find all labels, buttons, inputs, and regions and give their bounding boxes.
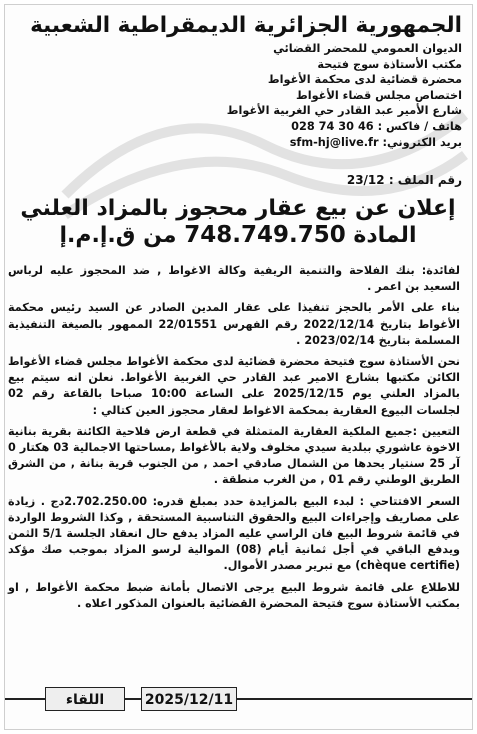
file-number: 23/12 — [346, 173, 385, 187]
paragraph-beneficiary: لفائدة: بنك الفلاحة والتنمية الريفية وكالة الاغواط , ضد المحجوز عليه لرباس السعيد بن اعمر . — [8, 264, 460, 294]
republic-heading: الجمهورية الجزائرية الديمقراطية الشعبية — [30, 13, 462, 38]
law-reference: من ق.إ.م.إ — [59, 223, 177, 248]
notice-title: إعلان عن بيع عقار محجوز بالمزاد العلني — [20, 196, 456, 221]
office-line: مكتب الأستاذة سوج فتيحة — [317, 57, 462, 71]
legal-article-line — [18, 222, 458, 249]
paragraph-opening-price: السعر الافتتاحي : لبدء البيع بالمزايدة حدد بمبلغ قدره: 2.702.250.00دج . زيادة على مصاريف وإجراءات البيع والحقوق التناسبية المستحقة , وكذا الشروط الواردة في قائمة شروط البيع فان الراسي عليه المزاد يدفع حال انعقاد الجلسة 5/1 الثمن ويدفع الباقي في أجل ثمانية أيام (08) الموالية لرسو المزاد بموجب صك مؤكد (chèque certifie) مع تبرير مصدر الأموال. — [8, 494, 460, 573]
notice-body — [8, 263, 460, 617]
phone-number: 028 74 30 46 — [291, 119, 374, 133]
paragraph-auction-announcement: نحن الأستاذة سوج فتيحة محضرة قضائية لدى محكمة الأغواط مجلس قضاء الأغواط الكائن مكتبها بشارع الامير عبد القادر حي الغربية الأغواط. نعلن انه سيتم بيع بالمزاد العلني يوم 2025/12/15 على الساعة 10:00 صباحا بالقاعة رقم 02 لجلسات البيوع العقارية بمحكمة الاغواط لعقار محجوز العين كتالي : — [8, 355, 460, 417]
publication-date: 2025/12/11 — [141, 687, 237, 711]
office-line: الديوان العمومي للمحضر القضائي — [273, 42, 462, 55]
office-line: محضرة قضائية لدى محكمة الأغواط — [267, 73, 462, 87]
footer-rule — [125, 698, 141, 700]
newspaper-name: اللقاء — [45, 687, 125, 711]
file-label: رقم الملف : — [388, 173, 462, 187]
email-line — [102, 135, 462, 151]
legal-notice-page — [4, 4, 473, 730]
file-number-line — [347, 173, 462, 187]
paragraph-seizure-order: بناء على الأمر بالحجز تنفيذا على عقار المدين الصادر عن السيد رئيس محكمة الأغواط بتاريخ 2022/12/14 رقم الفهرس 22/01551 الممهور بالصيغة التنفيذية المسلمة بتاريخ 2023/02/14 . — [8, 301, 460, 347]
phone-label: هاتف / فاكس : — [377, 119, 462, 133]
phone-line — [102, 119, 462, 135]
email-address: sfm-hj@live.fr — [289, 135, 379, 149]
bailiff-office-block — [102, 41, 462, 150]
publication-footer — [5, 687, 473, 713]
office-line: اختصاص مجلس قضاء الأغواط — [296, 88, 462, 102]
article-number: 748.749.750 — [184, 222, 346, 248]
notice-headline — [18, 195, 458, 249]
footer-rule — [237, 698, 473, 700]
article-label: المادة — [353, 223, 417, 248]
office-line: شارع الأمير عبد القادر حي الغربية الأغواط — [226, 104, 462, 118]
email-label: بريد الكتروني: — [382, 135, 462, 149]
paragraph-property-description: التعيين :جميع الملكية العقارية المتمثلة في قطعة ارض فلاحية الكائنة بقرية بنانية الاخوة عاشوري ببلدية سيدي مخلوف ولاية بالأغواط ,مساحتها الاجمالية 03 هكتار 0 آر 25 سنتيار يحدها من الشمال صادقي احمد , من الجنوب قرية بنانة , من الشرق الطريق الوطني رقم 01 , من الغرب منطقة . — [8, 424, 461, 487]
footer-rule — [5, 698, 45, 700]
paragraph-contact: للاطلاع على قائمة شروط البيع يرجى الاتصال بأمانة ضبط محكمة الأغواط , او بمكتب الأستاذة سوج فتيحة المحضرة القضائية بالعنوان المذكور اعلاه . — [8, 580, 460, 610]
